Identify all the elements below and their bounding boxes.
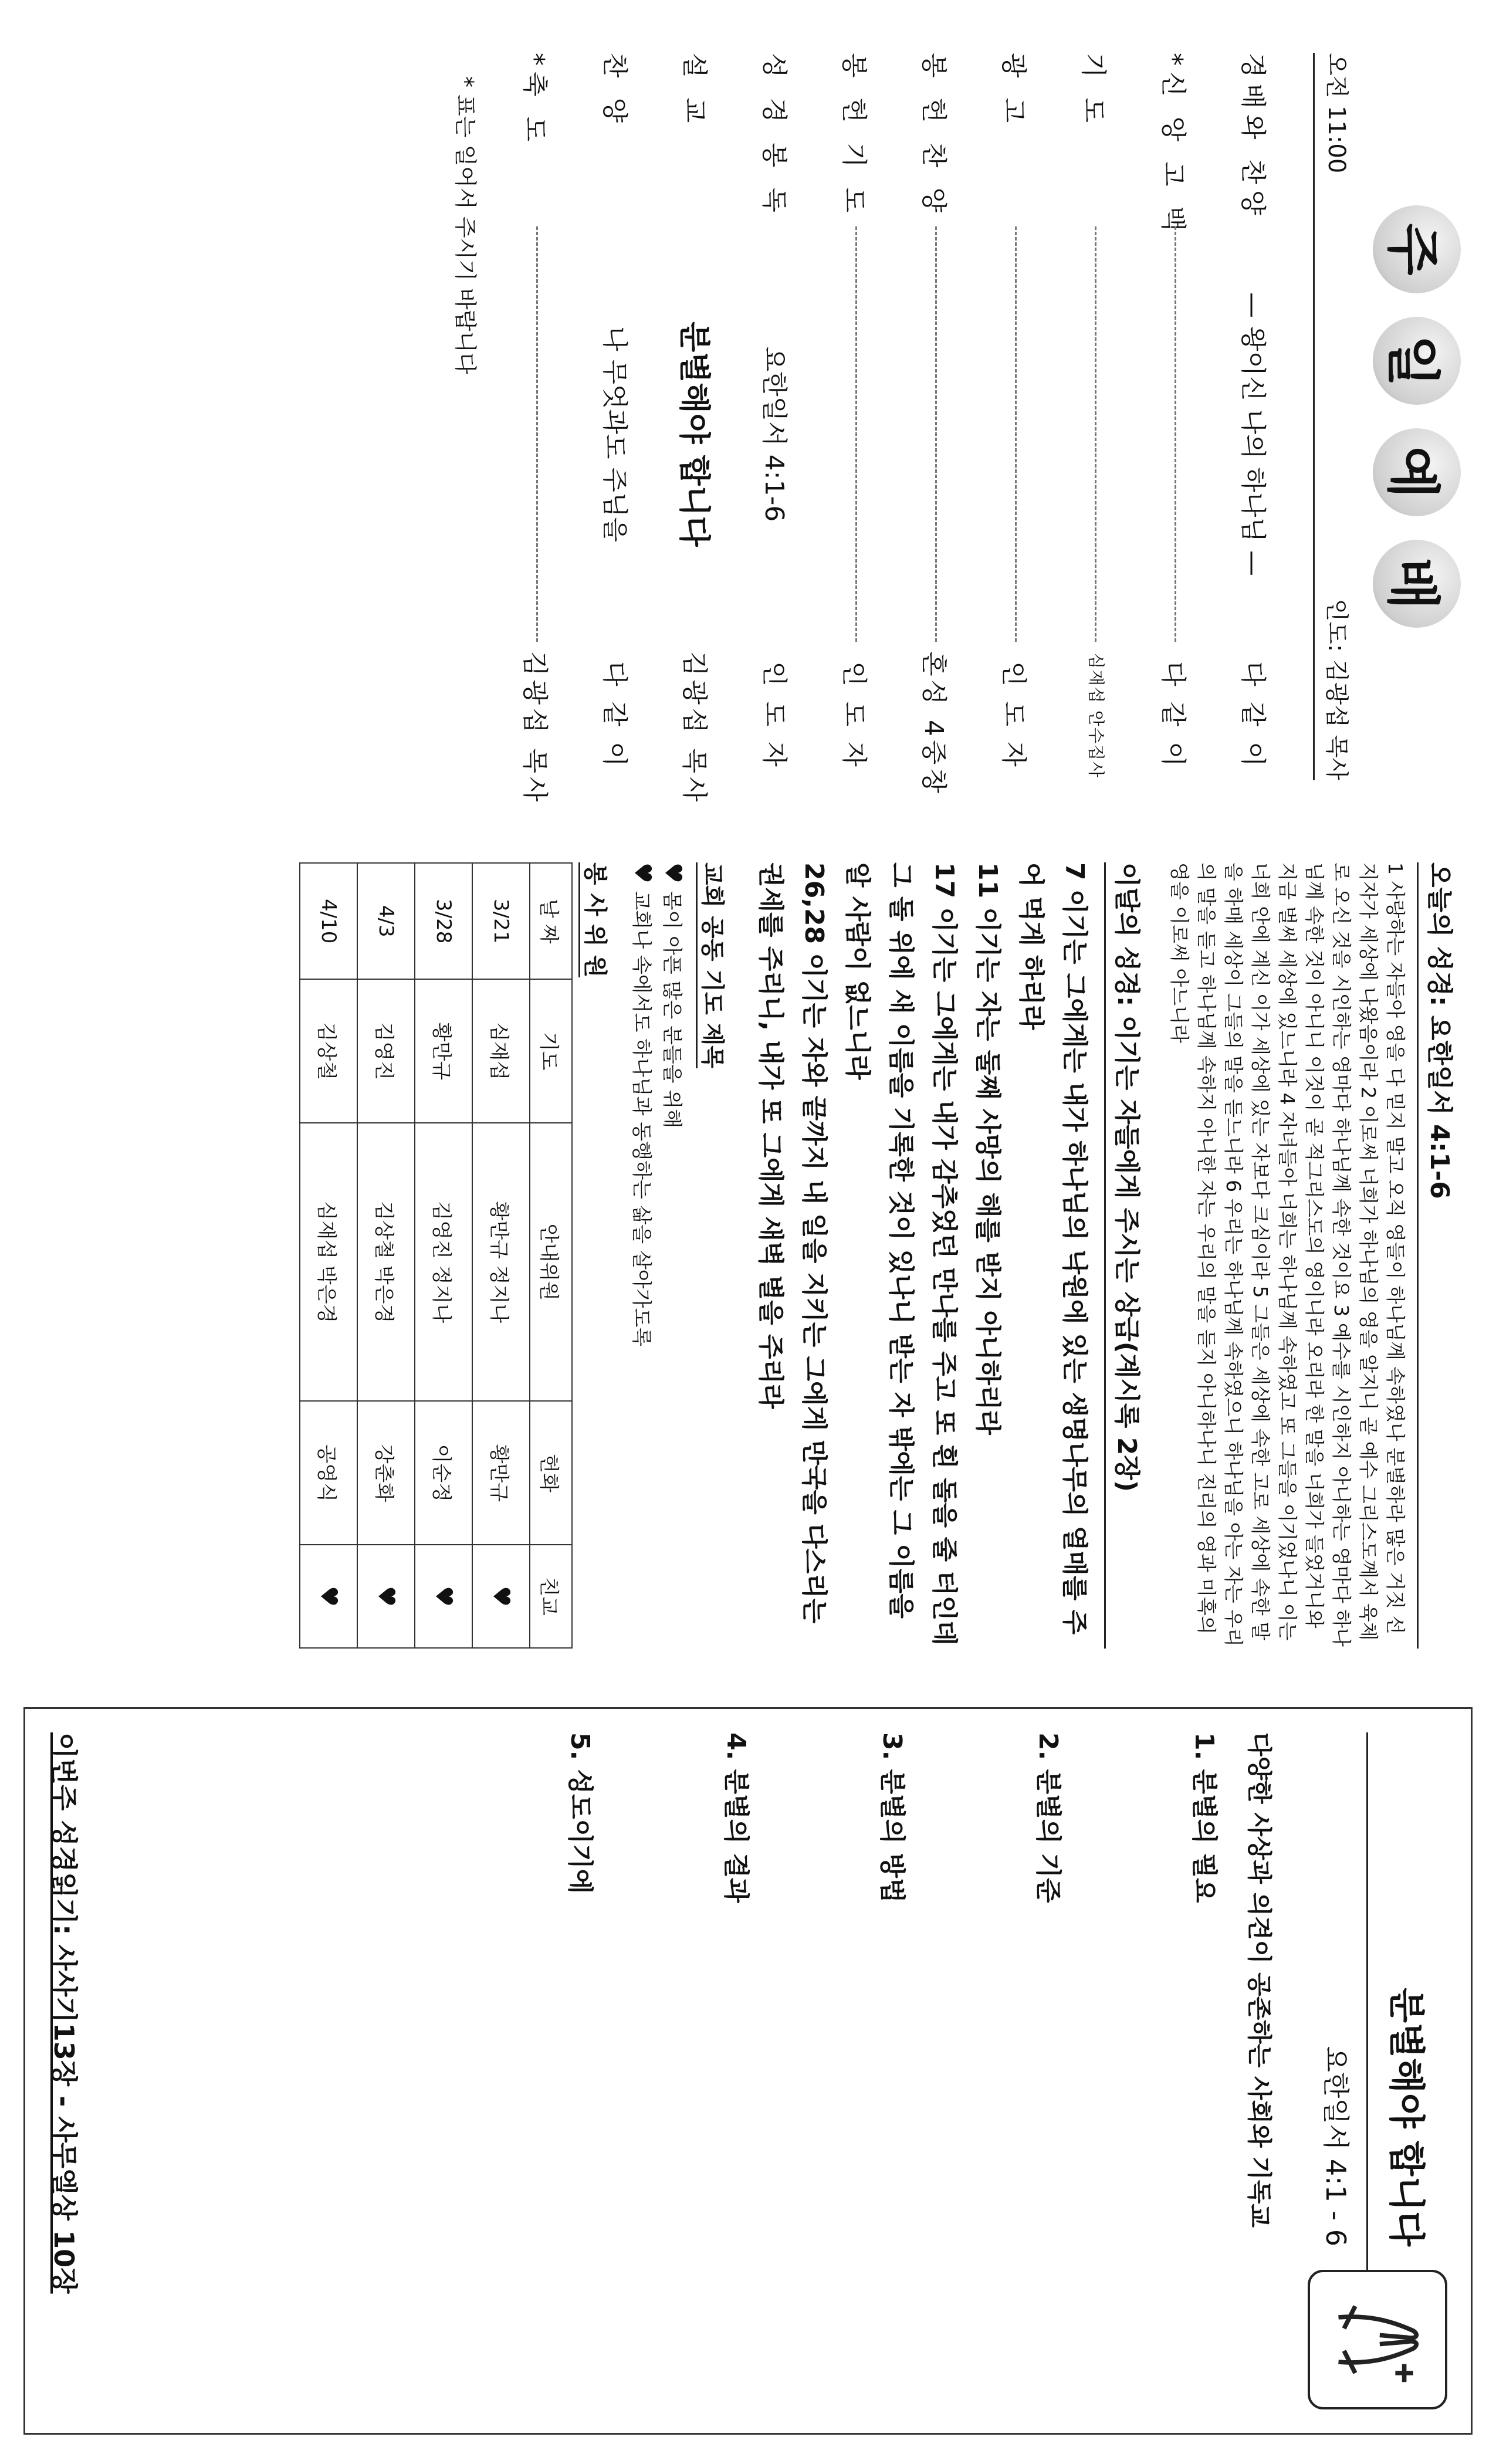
staff-cell: 심재섭 박은경 [300, 1123, 357, 1401]
sermon-point: 5. 성도이기에 [565, 1732, 595, 1894]
order-person: 인 도 자 [839, 661, 869, 770]
order-label: 찬 양 [600, 53, 629, 128]
month-verses [749, 862, 1096, 1649]
prayer-item [657, 862, 688, 1649]
sermon-point: 1. 분별의 필요 [1189, 1732, 1219, 1903]
sermon-title: 분별해야 합니다 [1385, 1988, 1428, 2246]
order-item: 분별해야 합니다 [676, 321, 713, 547]
weekly-reading: 이번주 성경읽기: 사사기13장 - 사무엘상 10장 [48, 1732, 80, 2294]
order-label: 봉 헌 찬 양 [919, 53, 949, 218]
order-row [497, 53, 577, 805]
prayer-list [627, 862, 688, 1649]
order-row [1216, 53, 1295, 780]
staff-cell: 4/3 [357, 863, 415, 979]
heart-icon: ♥ [300, 1545, 357, 1648]
staff-header-cell: 날 짜 [530, 863, 572, 979]
order-leader-line [536, 226, 539, 642]
order-person: 다 같 이 [1238, 661, 1268, 770]
order-label: 기 도 [1078, 53, 1108, 128]
staff-header-cell: 기도 [530, 979, 572, 1123]
order-item: 나 무엇과도 주님을 [600, 326, 629, 542]
prayer-text: 몸이 아픈 많은 분들을 위해 [660, 891, 683, 1129]
sermon-column [0, 1690, 1496, 2452]
worship-order-column [0, 0, 1496, 815]
staff-cell: 김상철 [300, 979, 357, 1123]
service-leader: 인도: 김광섭 목사 [1323, 598, 1350, 780]
order-row [657, 53, 737, 805]
order-leader-line [1095, 226, 1097, 642]
staff-cell: 김상철 박은경 [357, 1123, 415, 1401]
sermon-point: 2. 분별의 기준 [1033, 1732, 1063, 1903]
table-row [357, 863, 415, 1648]
staff-header-cell: 친교 [530, 1545, 572, 1648]
sermon-reference: 요한일서 4:1 - 6 [1318, 1732, 1368, 2270]
staff-cell: 공영식 [300, 1401, 357, 1545]
staff-header-row [530, 863, 572, 1648]
staff-header-cell: 헌화 [530, 1401, 572, 1545]
heart-icon: ♥ [415, 1545, 472, 1648]
order-list [497, 53, 1295, 805]
worship-title [1373, 53, 1461, 780]
order-label: 성 경 봉 독 [759, 53, 789, 218]
order-label: *신 앙 고 백 [1158, 53, 1188, 237]
order-leader-line [855, 226, 858, 642]
prayer-text: 교회나 속에서도 하나님과 동행하는 삶을 살아가도록 [629, 891, 653, 1347]
staff-table [299, 862, 573, 1649]
order-person: 김광섭 목사 [520, 651, 550, 805]
order-row [737, 53, 817, 780]
month-scripture-title: 이달의 성경: 이기는 자들에게 주시는 상급(계시록 2장) [1104, 862, 1148, 1649]
worship-header [1313, 53, 1355, 780]
heart-icon: ♥ [472, 1545, 530, 1648]
staff-cell: 이순정 [415, 1401, 472, 1545]
order-row [1056, 53, 1136, 780]
title-char: 주 [1373, 205, 1461, 293]
praying-hands-icon [1308, 2270, 1447, 2409]
title-char: 배 [1373, 540, 1461, 628]
staff-cell: 김영진 [357, 979, 415, 1123]
order-leader-line [1015, 226, 1017, 642]
order-label: 경배와 찬양 [1238, 53, 1268, 221]
staff-cell: 황만규 정지나 [472, 1123, 530, 1401]
order-label: 봉 헌 기 도 [839, 53, 869, 218]
sermon-point: 4. 분별의 결과 [721, 1732, 751, 1903]
month-verse: 7 이기는 그에게는 내가 하나님의 낙원에 있는 생명나무의 열매를 주어 먹게 하리라 [1016, 862, 1089, 1635]
order-row [896, 53, 976, 797]
heart-icon: ♥ [357, 1545, 415, 1648]
order-person: 심재섭 안수집사 [1087, 652, 1106, 779]
order-person: 인 도 자 [759, 661, 789, 770]
staff-cell: 황만규 [472, 1401, 530, 1545]
table-row [472, 863, 530, 1648]
title-char: 일 [1373, 317, 1461, 405]
prayer-item [627, 862, 657, 1649]
today-scripture-title: 오늘의 성경: 요한일서 4:1-6 [1417, 862, 1461, 1649]
order-person: 혼성 4중창 [919, 651, 949, 797]
sermon-intro: 다양한 사상과 의견이 공존하는 사회와 기독교 [1245, 1732, 1274, 2228]
staff-title: 봉 사 위 원 [578, 862, 614, 977]
month-verse: 26,28 이기는 자와 끝까지 내 일을 지키는 그에게 만국을 다스리는 권세를 주리니, 내가 또 그에게 새벽 별을 주리라 [756, 862, 829, 1624]
service-time: 오전 11:00 [1323, 53, 1350, 174]
order-row [976, 53, 1056, 780]
standing-note: * 표는 일어서 주시기 바랍니다 [452, 76, 478, 374]
staff-cell: 4/10 [300, 863, 357, 979]
order-row [1136, 53, 1216, 780]
order-label: 광 고 [999, 53, 1028, 128]
staff-header-cell: 안내위원 [530, 1123, 572, 1401]
month-verse: 17 이기는 그에게는 내가 감추었던 만나를 주고 또 흰 돌을 줄 터인데 그 돌 위에 새 이름을 기록한 것이 있나니 받는 자 밖에는 그 이름을 알 사람이 없느니라 [842, 862, 959, 1646]
prayer-title: 교회 공동 기도 제목 [696, 862, 731, 1068]
table-row [415, 863, 472, 1648]
order-item: — 왕이신 나의 하나님 — [1238, 292, 1268, 576]
staff-cell: 3/21 [472, 863, 530, 979]
order-person: 다 같 이 [1158, 661, 1188, 770]
staff-cell: 강춘화 [357, 1401, 415, 1545]
heart-icon: ♥ [629, 862, 656, 891]
order-label: *축 도 [520, 53, 550, 147]
staff-cell: 황만규 [415, 979, 472, 1123]
table-row [300, 863, 357, 1648]
staff-cell: 김영진 정지나 [415, 1123, 472, 1401]
sermon-point: 3. 분별의 방법 [877, 1732, 907, 1903]
order-label: 설 교 [679, 53, 709, 128]
order-row [577, 53, 657, 780]
sermon-points [445, 1732, 1226, 2409]
scripture-column [0, 833, 1496, 1672]
order-row [817, 53, 896, 780]
sermon-box [23, 1707, 1473, 2435]
order-leader-line [935, 226, 937, 642]
order-item: 요한일서 4:1-6 [759, 346, 789, 522]
staff-cell: 3/28 [415, 863, 472, 979]
order-person: 다 같 이 [600, 661, 629, 770]
month-verse: 11 이기는 자는 둘째 사망의 해를 받지 아니하리라 [973, 862, 1003, 1436]
order-person: 김광섭 목사 [679, 651, 709, 805]
heart-icon: ♥ [659, 862, 686, 891]
order-leader-line [1175, 226, 1177, 642]
title-char: 예 [1373, 428, 1461, 516]
today-scripture-text: 1 사랑하는 자들아 영을 다 믿지 말고 오직 영들이 하나님께 속하였나 분별하라 많은 거짓 선지자가 세상에 나왔음이라 2 이로써 너희가 하나님의 영을 알지니 곧 예수 그리스도께서 육체로 오신 것을 시인하는 영마다 하나님께 속한 것이요 3 예수를 시인하지 아니하는 영마다 하나님께 속한 것이 아니니 이것이 곧 적그리스도의 영이니라 오리라 한 말을 너희가 들었거니와 지금 벌써 세상에 있느니라 4 자녀들아 너희는 하나님께 속하였고 또 그들을 이기었나니 이는 너희 안에 계신 이가 세상에 있는 자보다 크심이라 5 그들은 세상에 속한 고로 세상에 속한 말을 하매 세상이 그들의 말을 듣느니라 6 우리는 하나님께 속하였으니 하나님을 아는 자는 우리의 말을 듣고 하나님께 속하지 아니한 자는 우리의 말을 듣지 아니하나니 진리의 영과 미혹의 영을 이로써 아느니라 [1168, 862, 1407, 1647]
order-person: 인 도 자 [999, 661, 1028, 770]
staff-cell: 심재섭 [472, 979, 530, 1123]
